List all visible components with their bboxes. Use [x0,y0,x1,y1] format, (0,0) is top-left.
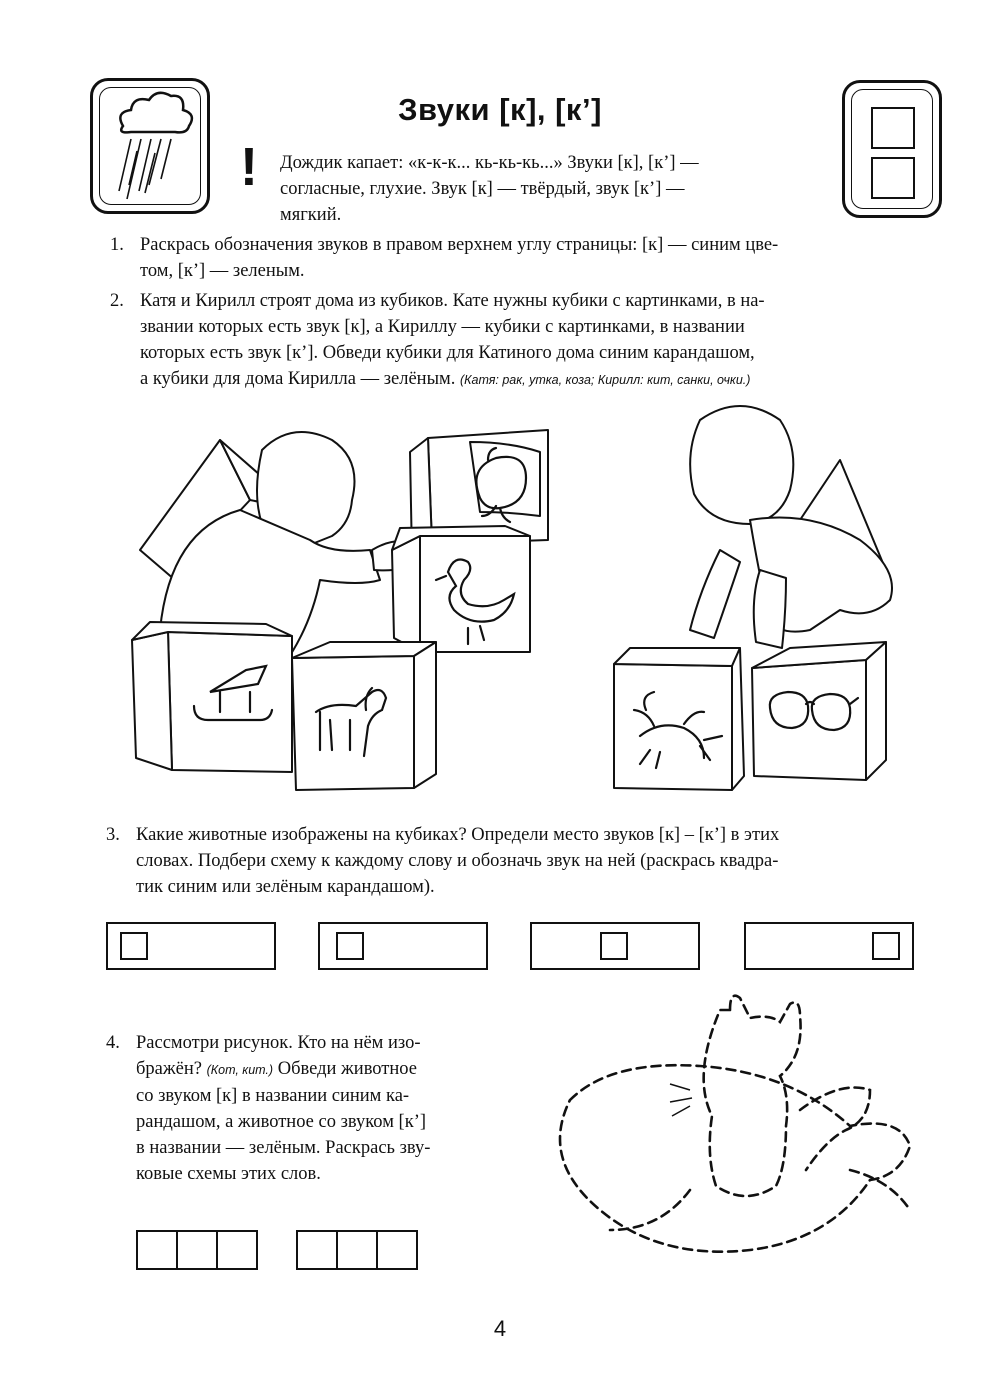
scheme-cell[interactable] [378,1232,416,1268]
cat-and-whale-dashed-figure [550,990,950,1290]
rule-text: Дождик капает: «к-к-к... кь-кь-кь...» Звуки [к], [к’] — согласные, глухие. Звук [к] — твёрдый, звук [к’] — мягкий. [280,153,699,225]
word-scheme-cat[interactable] [136,1230,258,1270]
sound-symbols-frame [842,80,942,218]
task2-text: Катя и Кирилл строят дома из кубиков. Кате нужны кубики с картинками, в на- звании которых есть звук [к], а Кириллу — кубики с картинками, в названии которых есть звук [к’]. Обведи кубики для Катиного дома синим карандашом, а кубики для дома Кирилла — зелёным. (Катя: рак, утка, коза; Кирилл: кит, санки, очки.) [140,291,765,389]
scheme-square[interactable] [120,932,148,960]
task2-answer-note: (Катя: рак, утка, коза; Кирилл: кит, санки, очки.) [459,373,751,387]
cat-outline [704,996,801,1196]
scheme-square[interactable] [336,932,364,960]
soft-sound-square[interactable] [871,157,915,199]
crayfish-cube [614,664,732,790]
sled-cube [168,632,292,772]
task4-number: 4. [106,1033,120,1053]
page-title: Звуки [к], [к’] [398,92,602,127]
task3-text: Какие животные изображены на кубиках? Определи место звуков [к] – [к’] в этих словах. Подбери схему к каждому слову и обозначь звук на ней (раскрась квадра- тик синим или зелёным карандашом). [136,825,780,897]
kids-and-cubes-illustration [0,390,1000,810]
task1-number: 1. [110,235,124,255]
scheme-cell[interactable] [178,1232,218,1268]
hard-sound-square[interactable] [871,107,915,149]
sound-scheme-1[interactable] [106,922,276,970]
sound-scheme-2[interactable] [318,922,488,970]
task1-text: Раскрась обозначения звуков в правом верхнем углу страницы: [к] — синим цве- том, [к’] — зеленым. [140,235,779,281]
girl-figure [690,406,793,524]
task4-answer-note: (Кот, кит.) [206,1063,274,1077]
scheme-cell[interactable] [338,1232,378,1268]
scheme-square[interactable] [600,932,628,960]
task4-text: Рассмотри рисунок. Кто на нём изо- бражён? (Кот, кит.) Обведи животное со звуком [к] в названии синим ка- рандашом, а животное со звуком [к’] в названии — зелёным. Раскрась зву- ковые схемы этих слов. [136,1033,431,1184]
scheme-square[interactable] [872,932,900,960]
scheme-cell[interactable] [218,1232,256,1268]
task3-number: 3. [106,825,120,845]
sound-scheme-4[interactable] [744,922,914,970]
scheme-cell[interactable] [138,1232,178,1268]
whale-outline [560,1065,910,1251]
task2-number: 2. [110,291,124,311]
goat-cube [292,656,414,790]
page-number: 4 [493,1316,507,1341]
scheme-cell[interactable] [298,1232,338,1268]
sound-scheme-3[interactable] [530,922,700,970]
attention-mark: ! [240,137,258,197]
word-scheme-whale[interactable] [296,1230,418,1270]
